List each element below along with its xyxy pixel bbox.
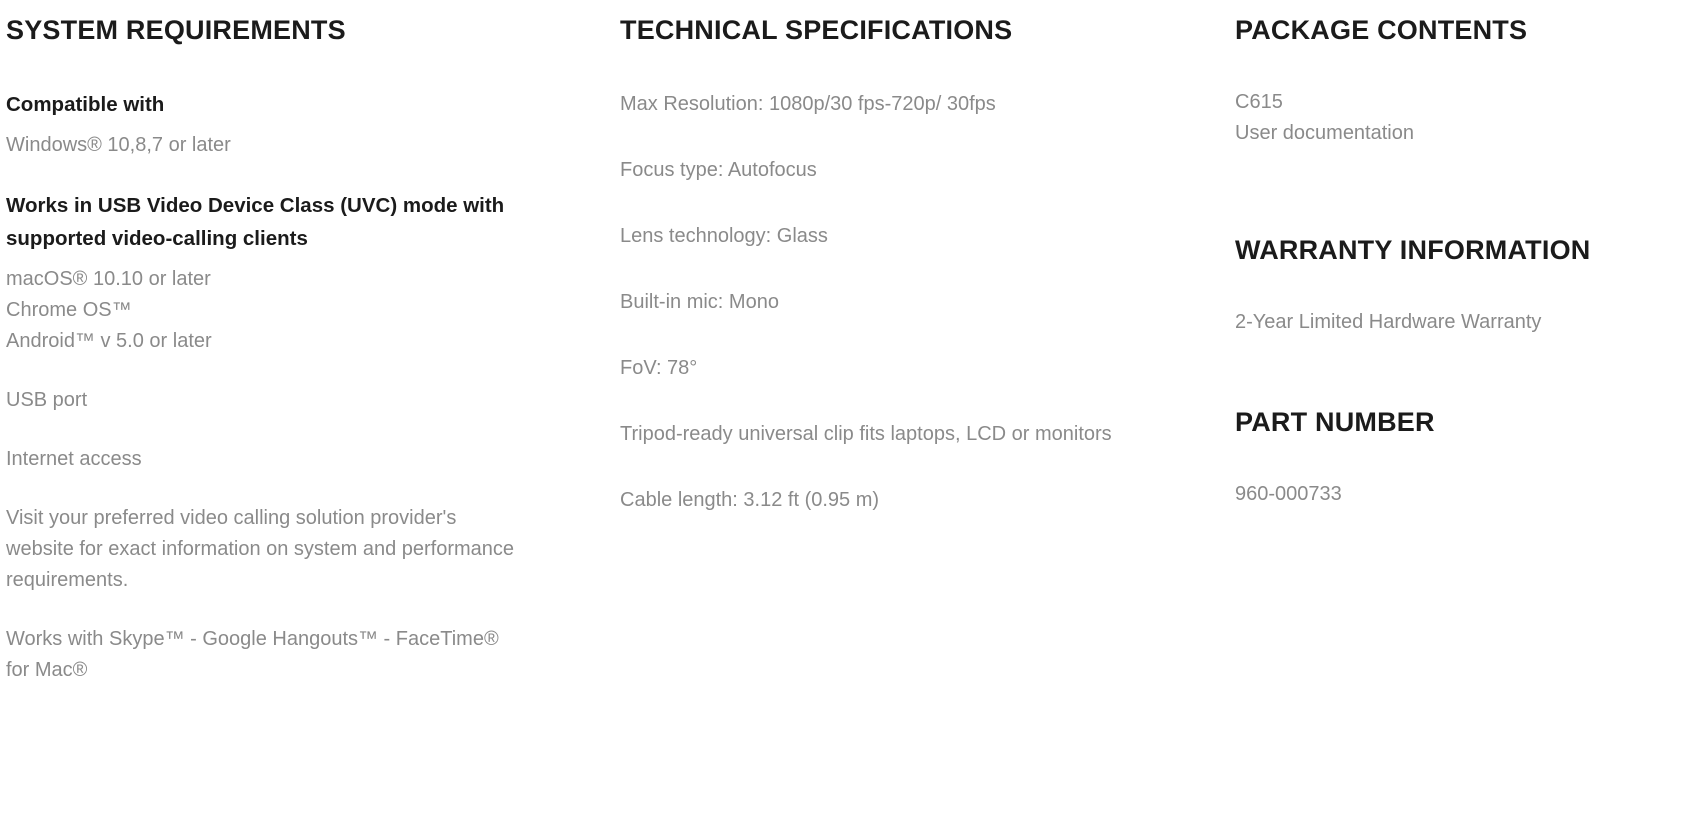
spec-item: Cable length: 3.12 ft (0.95 m) [620,489,880,511]
spacer [1235,438,1671,479]
spacer [620,252,1205,287]
spacer [1235,46,1671,87]
spacer [1235,149,1671,234]
package-contents-title: PACKAGE CONTENTS [1235,15,1528,45]
uvc-mode-heading: Works in USB Video Device Class (UVC) mode with supported video-calling clients [6,194,505,250]
spec-item: FoV: 78° [620,357,698,379]
spacer [620,46,1205,89]
spec-item: Max Resolution: 1080p/30 fps-720p/ 30fps [620,93,996,115]
compatible-with-heading: Compatible with [6,93,165,116]
spacer [6,416,590,444]
spacer [620,384,1205,419]
usb-port-text: USB port [6,389,88,411]
spec-item: Built-in mic: Mono [620,291,779,313]
spacer [6,121,590,130]
package-contents-line-2: User documentation [1235,122,1414,144]
spacer [6,255,590,264]
spacer [620,450,1205,485]
works-with-text: Works with Skype™ - Google Hangouts™ - FaceTime® for Mac® [6,628,499,681]
spec-item: Focus type: Autofocus [620,159,817,181]
os-chrome-text: Chrome OS™ [6,299,132,321]
spacer [1235,338,1671,406]
spacer [620,318,1205,353]
part-number-value: 960-000733 [1235,483,1342,505]
system-requirements-title: SYSTEM REQUIREMENTS [6,15,346,45]
compatible-with-text: Windows® 10,8,7 or later [6,134,231,156]
spacer [620,120,1205,155]
spec-item: Lens technology: Glass [620,225,828,247]
technical-specifications-title: TECHNICAL SPECIFICATIONS [620,15,1013,45]
warranty-information-title: WARRANTY INFORMATION [1235,235,1591,265]
os-macos-text: macOS® 10.10 or later [6,268,211,290]
technical-specifications-column [620,14,1235,516]
spacer [6,161,590,189]
spacer [6,357,590,385]
spacer [6,596,590,624]
package-contents-line-1: C615 [1235,91,1283,113]
warranty-information-text: 2-Year Limited Hardware Warranty [1235,311,1542,333]
package-contents-column [1235,14,1681,510]
os-android-text: Android™ v 5.0 or later [6,330,212,352]
visit-provider-note: Visit your preferred video calling solution provider's website for exact information on system and performance requirements. [6,507,515,591]
internet-access-text: Internet access [6,448,142,470]
spacer [6,46,590,88]
spacer [1235,266,1671,307]
spec-item: Tripod-ready universal clip fits laptops, LCD or monitors [620,423,1112,445]
system-requirements-column [0,14,620,686]
part-number-title: PART NUMBER [1235,407,1435,437]
spacer [620,186,1205,221]
spacer [6,475,590,503]
